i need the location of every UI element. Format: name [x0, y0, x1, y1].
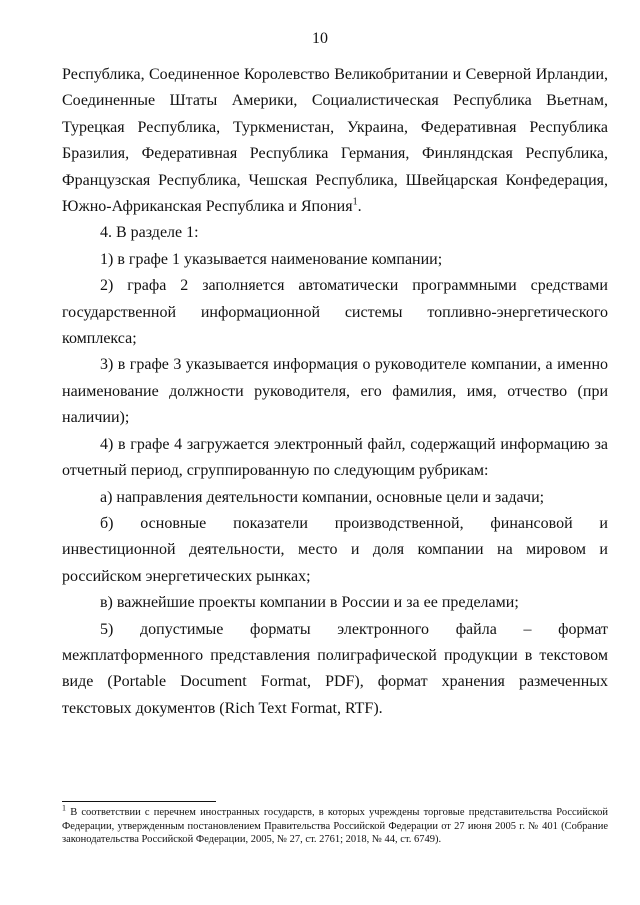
paragraph-country-list	[62, 62, 608, 220]
page-number: 10	[312, 30, 328, 47]
footnote-marker: 1	[62, 803, 66, 813]
footnote	[62, 803, 608, 847]
sub-list-item: б) основные показатели производственной, финансовой и инвестиционной деятельности, место и доля компании на мировом и российском энергетических рынках;	[62, 514, 608, 585]
footnote-text: В соответствии с перечнем иностранных государств, в которых учреждены торговые представительства Российской Федерации, утвержденным постановлением Правительства Российской Федерации от 27 июня 2005 г. № 401 (Собрание законодательства Российской Федерации, 2005, № 27, ст. 2761; 2018, № 44, ст. 6749).	[62, 807, 608, 846]
sub-list-item: а) направления деятельности компании, основные цели и задачи;	[100, 488, 545, 506]
section-heading: 4. В разделе 1:	[100, 224, 199, 242]
list-item: 3) в графе 3 указывается информация о руководителе компании, а именно наименование должности руководителя, его фамилия, имя, отчество (при наличии);	[62, 356, 608, 427]
list-item: 1) в графе 1 указывается наименование компании;	[100, 250, 443, 268]
paragraph-text: Республика, Соединенное Королевство Великобритании и Северной Ирландии, Соединенные Штаты Америки, Социалистическая Республика Вьетнам, Турецкая Республика, Туркменистан, Украина, Федеративная Республика Бразилия, Федеративная Республика Германия, Финляндская Республика, Французская Республика, Чешская Республика, Швейцарская Конфедерация, Южно-Африканская Республика и Япония	[62, 66, 608, 216]
sub-list-item: в) важнейшие проекты компании в России и за ее пределами;	[100, 594, 519, 612]
list-item: 2) графа 2 заполняется автоматически программными средствами государственной информационной системы топливно-энергетического комплекса;	[62, 277, 608, 348]
paragraph-end: .	[357, 198, 362, 216]
list-item: 4) в графе 4 загружается электронный файл, содержащий информацию за отчетный период, сгруппированную по следующим рубрикам:	[62, 435, 608, 480]
footnote-reference[interactable]: 1	[352, 196, 358, 208]
list-item: 5) допустимые форматы электронного файла – формат межплатформенного представления полиграфической продукции в текстовом виде (Portable Document Format, PDF), формат хранения размеченных текстовых документов (Rich Text Format, RTF).	[62, 620, 608, 717]
document-body	[62, 62, 608, 722]
footnote-divider	[62, 801, 216, 802]
